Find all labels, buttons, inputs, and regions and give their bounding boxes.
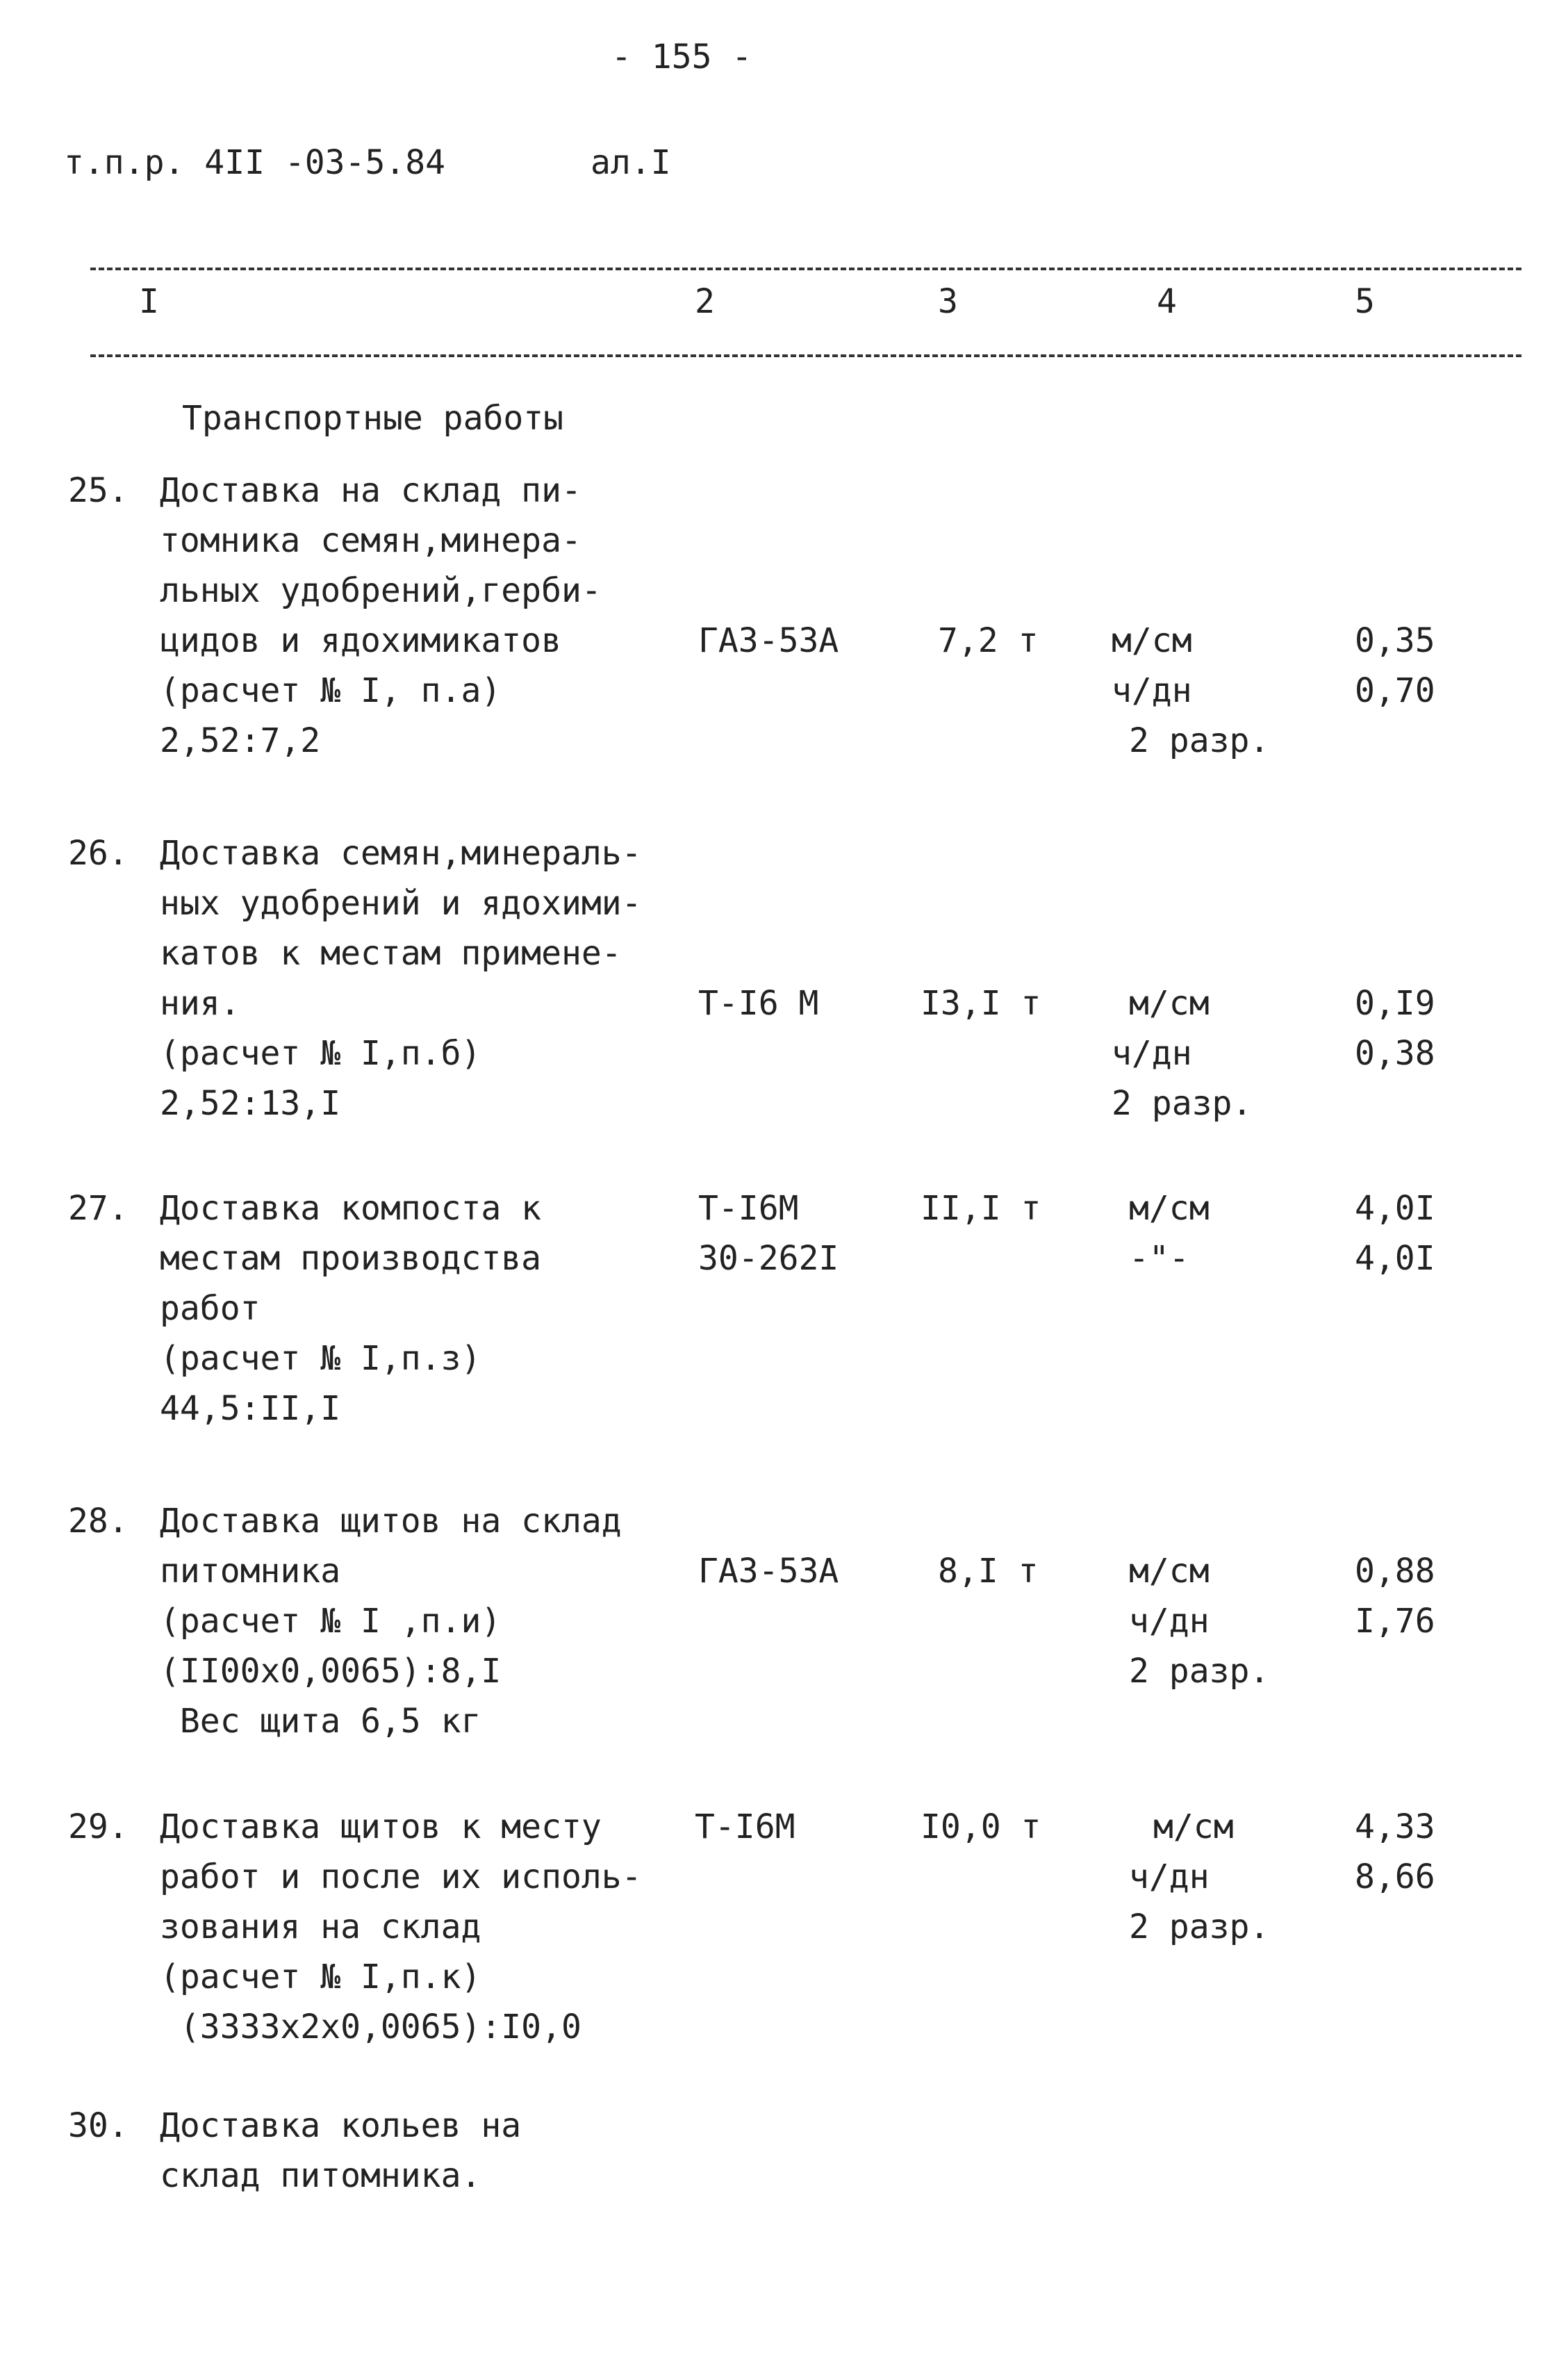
- row-description-line: 2,52:13,I: [160, 1084, 341, 1123]
- row-description-line: ных удобрений и ядохими-: [160, 884, 642, 923]
- row-description-line: (расчет № I,п.к): [160, 1958, 481, 1996]
- row-number: 25.: [68, 471, 129, 510]
- row-description-line: 44,5:II,I: [160, 1389, 341, 1428]
- row-unit: ч/дн: [1129, 1857, 1210, 1896]
- header-rule-top: [90, 268, 1521, 270]
- row-description-line: (расчет № I, п.а): [160, 671, 502, 710]
- row-unit: -"-: [1129, 1239, 1189, 1278]
- row-description-line: цидов и ядохимикатов: [160, 621, 561, 660]
- row-description-line: Доставка щитов к месту: [160, 1807, 602, 1846]
- row-value: 0,I9: [1355, 984, 1435, 1023]
- row-machine: ГАЗ-53А: [698, 621, 839, 660]
- row-load: I0,0 т: [921, 1807, 1041, 1846]
- row-unit: 2 разр.: [1129, 1907, 1270, 1946]
- row-description-line: питомника: [160, 1552, 341, 1591]
- row-description-line: зования на склад: [160, 1907, 481, 1946]
- row-description-line: (расчет № I,п.з): [160, 1339, 481, 1378]
- row-description-line: 2,52:7,2: [160, 721, 321, 760]
- row-value: 8,66: [1355, 1857, 1435, 1896]
- row-description-line: Доставка семян,минераль-: [160, 834, 642, 873]
- header-rule-bottom: [90, 354, 1521, 357]
- row-description-line: (II00х0,0065):8,I: [160, 1652, 502, 1691]
- row-unit: ч/дн: [1129, 1602, 1210, 1641]
- column-header-3: 3: [938, 282, 958, 321]
- row-description-line: томника семян,минера-: [160, 521, 581, 560]
- row-number: 28.: [68, 1502, 129, 1541]
- row-value: 4,0I: [1355, 1189, 1435, 1228]
- row-value: 0,70: [1355, 671, 1435, 710]
- row-description-line: местам производства: [160, 1239, 542, 1278]
- row-unit: м/см: [1129, 1189, 1210, 1228]
- row-description-line: (расчет № I,п.б): [160, 1034, 481, 1073]
- row-description-line: работ и после их исполь-: [160, 1857, 642, 1896]
- row-value: I,76: [1355, 1602, 1435, 1641]
- row-load: II,I т: [921, 1189, 1041, 1228]
- document-reference: т.п.р. 4II -03-5.84: [64, 143, 446, 182]
- row-value: 0,38: [1355, 1034, 1435, 1073]
- row-value: 4,0I: [1355, 1239, 1435, 1278]
- row-description-line: Доставка компоста к: [160, 1189, 542, 1228]
- row-number: 29.: [68, 1807, 129, 1846]
- row-unit: м/см: [1129, 984, 1210, 1023]
- row-machine: 30-262I: [698, 1239, 839, 1278]
- row-unit: 2 разр.: [1129, 721, 1270, 760]
- row-load: 7,2 т: [938, 621, 1039, 660]
- row-unit: 2 разр.: [1112, 1084, 1253, 1123]
- row-description-line: работ: [160, 1289, 261, 1328]
- row-description-line: Доставка кольев на: [160, 2106, 522, 2145]
- row-description-line: (3333х2х0,0065):I0,0: [160, 2008, 581, 2046]
- row-number: 30.: [68, 2106, 129, 2145]
- section-title: Транспортные работы: [182, 399, 564, 438]
- row-description-line: склад питомника.: [160, 2156, 481, 2195]
- row-description-line: ния.: [160, 984, 240, 1023]
- row-number: 26.: [68, 834, 129, 873]
- row-machine: Т-I6М: [698, 1189, 799, 1228]
- row-unit: ч/дн: [1112, 671, 1192, 710]
- row-description-line: льных удобрений,герби-: [160, 571, 602, 610]
- column-header-5: 5: [1355, 282, 1375, 321]
- row-machine: Т-I6 М: [698, 984, 819, 1023]
- row-value: 0,88: [1355, 1552, 1435, 1591]
- row-description-line: Доставка щитов на склад: [160, 1502, 622, 1541]
- row-unit: ч/дн: [1112, 1034, 1192, 1073]
- row-load: I3,I т: [921, 984, 1041, 1023]
- row-load: 8,I т: [938, 1552, 1039, 1591]
- row-machine: Т-I6М: [695, 1807, 795, 1846]
- row-unit: 2 разр.: [1129, 1652, 1270, 1691]
- row-description-line: Вес щита 6,5 кг: [160, 1702, 481, 1741]
- row-unit: м/см: [1129, 1552, 1210, 1591]
- row-number: 27.: [68, 1189, 129, 1228]
- row-description-line: Доставка на склад пи-: [160, 471, 581, 510]
- row-description-line: катов к местам примене-: [160, 934, 622, 973]
- row-unit: м/см: [1153, 1807, 1234, 1846]
- row-value: 4,33: [1355, 1807, 1435, 1846]
- row-description-line: (расчет № I ,п.и): [160, 1602, 502, 1641]
- column-header-4: 4: [1157, 282, 1177, 321]
- row-value: 0,35: [1355, 621, 1435, 660]
- page-number: - 155 -: [611, 38, 752, 76]
- column-header-2: 2: [695, 282, 715, 321]
- row-unit: м/см: [1112, 621, 1192, 660]
- row-machine: ГАЗ-53А: [698, 1552, 839, 1591]
- column-header-1: I: [139, 282, 159, 321]
- document-reference-suffix: ал.I: [591, 143, 671, 182]
